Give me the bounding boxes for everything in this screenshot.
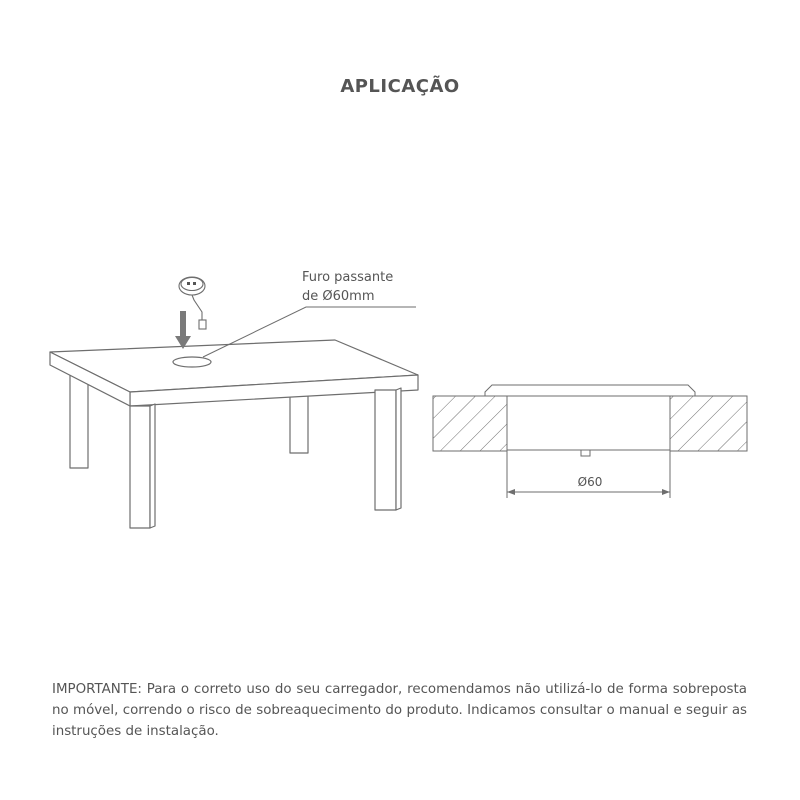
hatched-surface-left bbox=[433, 396, 507, 451]
table-leg-back-left bbox=[70, 375, 88, 468]
table-hole bbox=[173, 357, 211, 367]
hole-callout bbox=[302, 268, 393, 306]
table-leg-front-left bbox=[130, 406, 150, 528]
charger-bottom-tab bbox=[581, 450, 590, 456]
table-leg-front-right-side bbox=[396, 388, 401, 510]
important-note: IMPORTANTE: Para o correto uso do seu carregador, recomendamos não utilizá-lo de forma sobreposta no móvel, correndo o risco de sobreaquecimento do produto. Indicamos consultar o manual e seguir as instruções de instalação. bbox=[52, 682, 747, 739]
table-leg-back-right bbox=[290, 390, 308, 453]
diameter-label: Ø60 bbox=[577, 475, 603, 489]
charger-body bbox=[507, 396, 670, 450]
hatched-surface-right bbox=[670, 396, 747, 451]
table-illustration bbox=[50, 340, 418, 528]
table-leg-front-left-side bbox=[150, 404, 155, 528]
charger-flange bbox=[485, 385, 695, 396]
hole-callout-line1: Furo passante bbox=[302, 270, 394, 285]
hole-callout-line2: de Ø60mm bbox=[302, 289, 375, 304]
table-leg-front-right bbox=[375, 390, 396, 510]
page-title: APLICAÇÃO bbox=[340, 76, 460, 97]
insert-arrow-icon bbox=[175, 311, 191, 349]
